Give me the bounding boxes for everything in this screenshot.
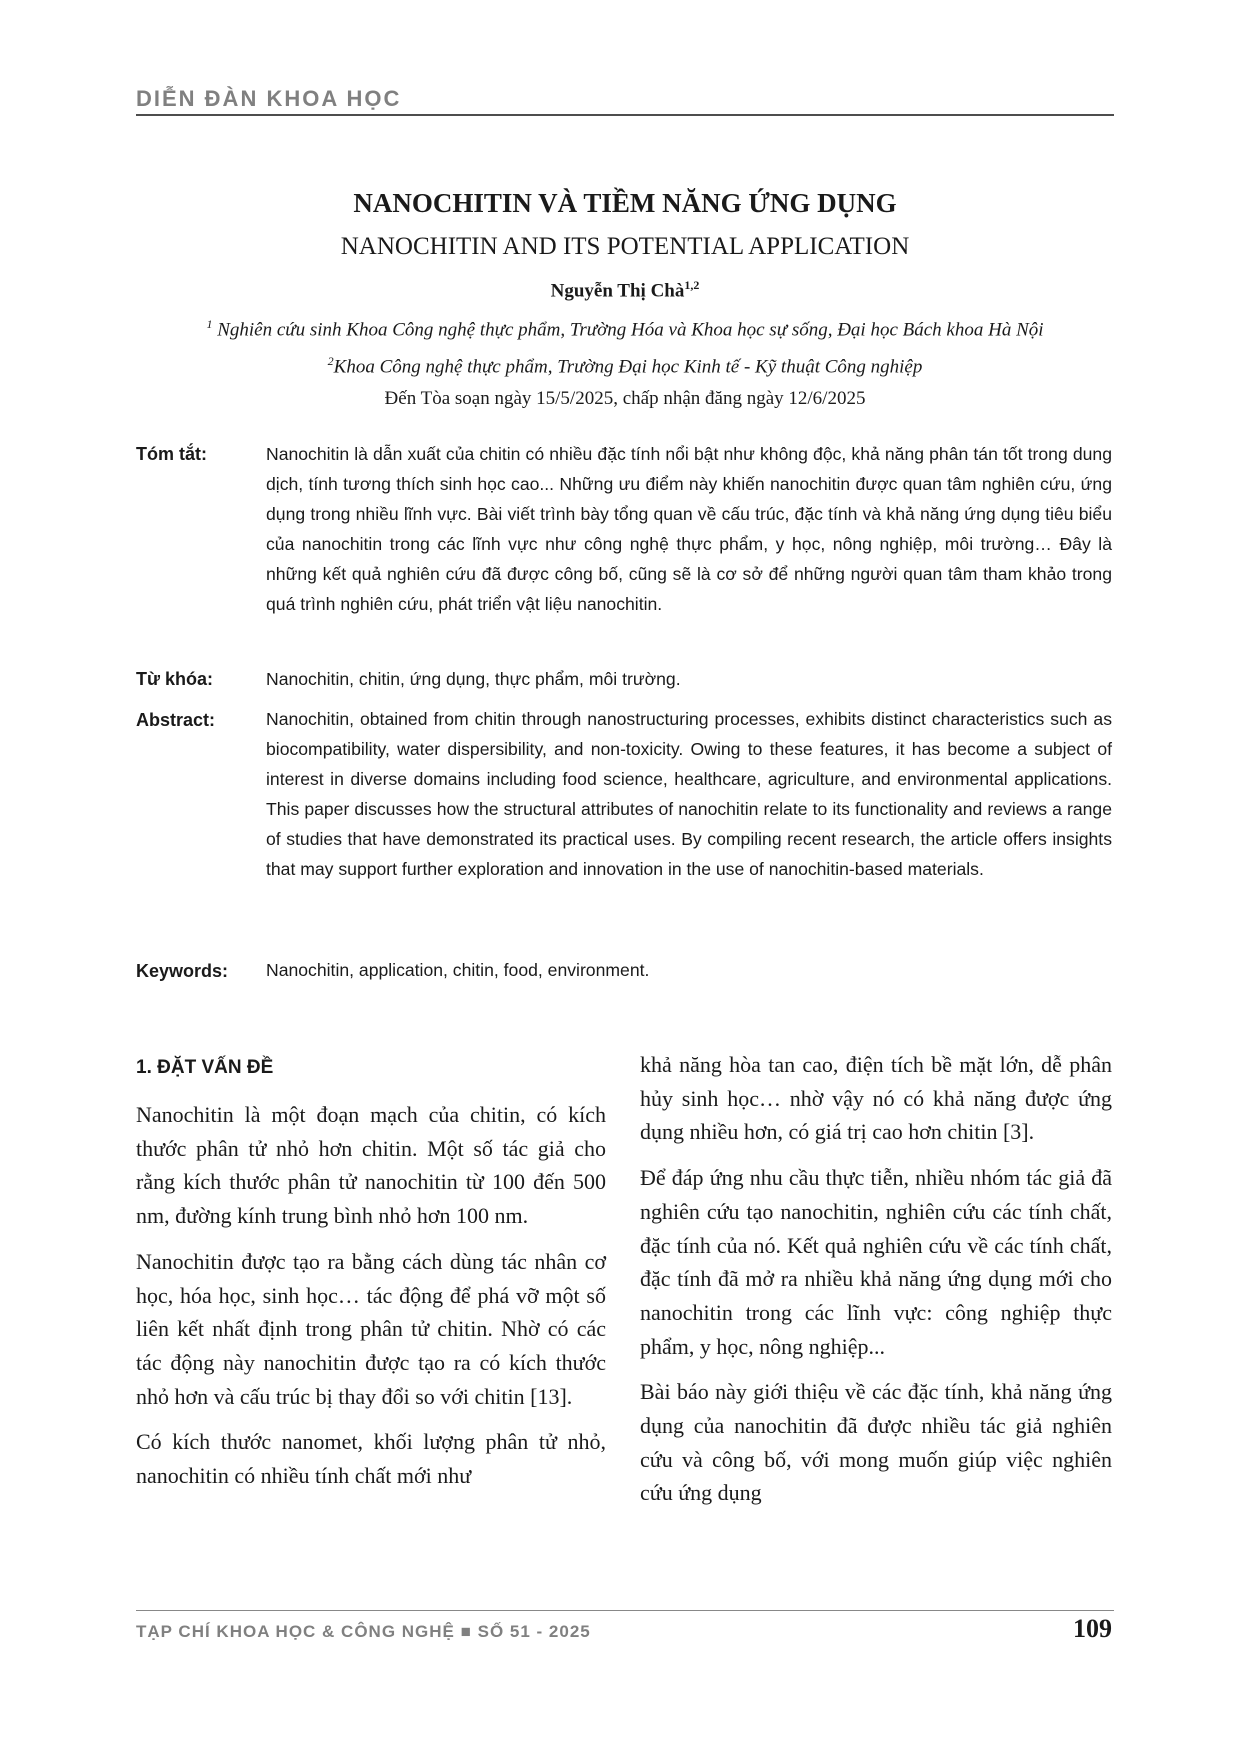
abstract-text: Nanochitin, obtained from chitin through nanostructuring processes, exhibits distinct characteristics such as biocompatibility, water dispersibility, and non-toxicity. Owing to these features, it has become a subject of interest in diverse domains including food science, healthcare, agriculture, and environmental applications. This paper discusses how the structural attributes of nanochitin relate to its functionality and reviews a range of studies that have demonstrated its practical uses. By compiling recent research, the article offers insights that may support further exploration and innovation in the use of nanochitin-based materials.: [266, 709, 1112, 879]
header-rule: [136, 114, 1114, 116]
keywords-vi-text: Nanochitin, chitin, ứng dụng, thực phẩm, môi trường.: [266, 669, 681, 689]
keywords-vi-label: Từ khóa:: [136, 669, 214, 689]
affiliation-1-sup: 1: [206, 317, 213, 331]
affiliation-2-sup: 2: [327, 354, 334, 368]
section-header: DIỄN ĐÀN KHOA HỌC: [136, 86, 402, 111]
affiliation-1-text: Nghiên cứu sinh Khoa Công nghệ thực phẩm, Trường Hóa và Khoa học sự sống, Đại học Bách khoa Hà Nội: [217, 319, 1044, 341]
right-column: [640, 1048, 1112, 1522]
keywords-en-label: Keywords:: [136, 961, 229, 981]
paragraph: Nanochitin là một đoạn mạch của chitin, có kích thước phân tử nhỏ hơn chitin. Một số tác giả cho rằng kích thước phân tử nanochitin từ 100 đến 500 nm, đường kính trung bình nhỏ hơn 100 nm.: [136, 1102, 606, 1229]
summary-label: Tóm tắt:: [136, 444, 207, 464]
affiliation-2: [136, 354, 1114, 378]
section-title: 1. ĐẶT VẤN ĐỀ: [136, 1057, 274, 1078]
page-number: 109: [1073, 1614, 1112, 1643]
paragraph: Bài báo này giới thiệu về các đặc tính, khả năng ứng dụng của nanochitin đã được nhiều tác giả nghiên cứu và công bố, với mong muốn giúp việc nghiên cứu ứng dụng: [640, 1379, 1112, 1506]
paragraph: Để đáp ứng nhu cầu thực tiễn, nhiều nhóm tác giả đã nghiên cứu tạo nanochitin, nghiên cứu các tính chất, đặc tính của nó. Kết quả nghiên cứu về các tính chất, đặc tính đã mở ra nhiều khả năng ứng dụng mới cho nanochitin trong các lĩnh vực: công nghiệp thực phẩm, y học, nông nghiệp...: [640, 1165, 1112, 1359]
keywords-en-text: Nanochitin, application, chitin, food, environment.: [266, 960, 650, 980]
left-column: [136, 1098, 606, 1505]
abstract-label: Abstract:: [136, 710, 216, 730]
summary-text: Nanochitin là dẫn xuất của chitin có nhiều đặc tính nổi bật như không độc, khả năng phân tán tốt trong dung dịch, tính tương thích sinh học cao... Những ưu điểm này khiến nanochitin được quan tâm nghiên cứu, ứng dụng trong nhiều lĩnh vực. Bài viết trình bày tổng quan về cấu trúc, đặc tính và khả năng ứng dụng tiêu biểu của nanochitin trong các lĩnh vực như công nghệ thực phẩm, y học, nông nghiệp, môi trường… Đây là những kết quả nghiên cứu đã được công bố, cũng sẽ là cơ sở để những người quan tâm tham khảo trong quá trình nghiên cứu, phát triển vật liệu nanochitin.: [266, 444, 1112, 614]
author-superscript: 1,2: [684, 278, 700, 292]
paragraph: Có kích thước nanomet, khối lượng phân tử nhỏ, nanochitin có nhiều tính chất mới như: [136, 1429, 606, 1489]
received-date: Đến Tòa soạn ngày 15/5/2025, chấp nhận đăng ngày 12/6/2025: [384, 388, 866, 409]
footer-rule: [136, 1610, 1114, 1611]
title-english: NANOCHITIN AND ITS POTENTIAL APPLICATION: [340, 233, 910, 260]
affiliation-2-text: Khoa Công nghệ thực phẩm, Trường Đại học Kinh tế - Kỹ thuật Công nghiệp: [333, 356, 923, 378]
title-vietnamese: NANOCHITIN VÀ TIỀM NĂNG ỨNG DỤNG: [353, 188, 897, 218]
paragraph: Nanochitin được tạo ra bằng cách dùng tác nhân cơ học, hóa học, sinh học… tác động để phá vỡ một số liên kết nhất định trong phân tử chitin. Nhờ có các tác động này nanochitin được tạo ra có kích thước nhỏ hơn và cấu trúc bị thay đổi so với chitin [13].: [136, 1248, 606, 1409]
footer-journal: TẠP CHÍ KHOA HỌC & CÔNG NGHỆ ■ SỐ 51 - 2025: [136, 1622, 591, 1641]
author: [136, 278, 1114, 302]
affiliation-1: [136, 317, 1114, 341]
author-name: Nguyễn Thị Chà: [550, 280, 685, 302]
paragraph: khả năng hòa tan cao, điện tích bề mặt lớn, dễ phân hủy sinh học… nhờ vậy nó có khả năng được ứng dụng nhiều hơn, có giá trị cao hơn chitin [3].: [640, 1052, 1112, 1145]
